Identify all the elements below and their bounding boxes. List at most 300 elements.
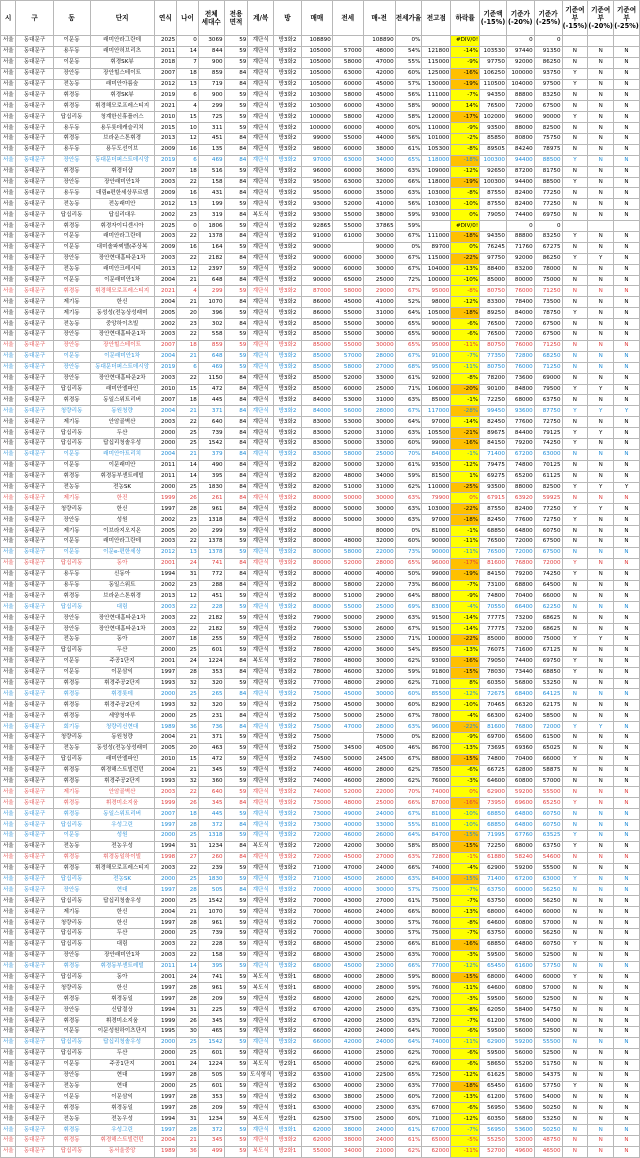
table-cell[interactable]: 67500	[534, 330, 562, 341]
table-cell[interactable]: 방3화2	[274, 918, 302, 929]
table-cell[interactable]: N	[614, 515, 640, 526]
table-cell[interactable]: 2000	[154, 1037, 177, 1048]
table-cell[interactable]: 34000	[363, 155, 395, 166]
table-cell[interactable]: 76800	[506, 722, 534, 733]
table-cell[interactable]: 1999	[154, 1016, 177, 1027]
table-cell[interactable]: 0%	[451, 787, 480, 798]
table-cell[interactable]: N	[614, 46, 640, 57]
table-cell[interactable]: 59	[224, 1027, 248, 1038]
table-cell[interactable]: 장안동	[53, 1005, 90, 1016]
table-cell[interactable]: 60750	[534, 809, 562, 820]
table-cell[interactable]: 38000	[332, 1092, 363, 1103]
table-cell[interactable]: Y	[588, 634, 614, 645]
table-cell[interactable]: 62%	[395, 1059, 422, 1070]
table-cell[interactable]: N	[588, 493, 614, 504]
table-cell[interactable]: 74800	[480, 591, 507, 602]
table-cell[interactable]: 59	[224, 733, 248, 744]
table-cell[interactable]: 58500	[534, 711, 562, 722]
table-cell[interactable]: N	[614, 852, 640, 863]
table-cell[interactable]: -8%	[451, 1005, 480, 1016]
table-cell[interactable]: 장안동	[53, 253, 90, 264]
table-cell[interactable]: 70000	[422, 950, 451, 961]
table-cell[interactable]: 84	[224, 144, 248, 155]
table-cell[interactable]: 동대문구	[16, 210, 53, 221]
table-cell[interactable]: 휘경해스트빌런던	[90, 765, 154, 776]
table-cell[interactable]: N	[614, 907, 640, 918]
table-cell[interactable]: 안암골벽산	[90, 787, 154, 798]
table-cell[interactable]: N	[588, 569, 614, 580]
table-cell[interactable]: 1998	[154, 852, 177, 863]
table-cell[interactable]: 계단식	[248, 645, 274, 656]
table-cell[interactable]: 59	[224, 1070, 248, 1081]
table-cell[interactable]: 25000	[363, 1114, 395, 1125]
table-cell[interactable]: 답십리청솔우성	[90, 438, 154, 449]
table-cell[interactable]: 84	[224, 667, 248, 678]
table-cell[interactable]: 60%	[395, 689, 422, 700]
table-cell[interactable]: 85000	[422, 841, 451, 852]
table-cell[interactable]: 52000	[332, 558, 363, 569]
table-cell[interactable]: -10%	[451, 700, 480, 711]
table-cell[interactable]: 동아	[90, 634, 154, 645]
table-cell[interactable]: 2005	[154, 526, 177, 537]
table-cell[interactable]: 방3화2	[274, 591, 302, 602]
table-cell[interactable]: 78000	[534, 264, 562, 275]
table-cell[interactable]: N	[614, 526, 640, 537]
table-row[interactable]	[1, 1027, 640, 1038]
table-cell[interactable]: 휘경동	[53, 591, 90, 602]
table-cell[interactable]: 54750	[534, 1005, 562, 1016]
table-cell[interactable]: 서울	[1, 526, 16, 537]
table-cell[interactable]: 59	[224, 994, 248, 1005]
table-cell[interactable]: 58875	[534, 765, 562, 776]
table-cell[interactable]: 59%	[395, 667, 422, 678]
table-cell[interactable]: 63%	[395, 874, 422, 885]
table-cell[interactable]: 158	[198, 177, 224, 188]
table-cell[interactable]: 계단식	[248, 634, 274, 645]
table-cell[interactable]: 장안동	[53, 613, 90, 624]
table-cell[interactable]: 2011	[154, 46, 177, 57]
table-cell[interactable]: 59	[224, 765, 248, 776]
table-cell[interactable]: 방3화2	[274, 362, 302, 373]
table-cell[interactable]: N	[614, 155, 640, 166]
table-cell[interactable]: N	[588, 591, 614, 602]
table-cell[interactable]: 77000	[301, 678, 332, 689]
table-cell[interactable]: 2000	[154, 831, 177, 842]
table-cell[interactable]: N	[562, 460, 588, 471]
table-cell[interactable]: 휘경동	[53, 1135, 90, 1146]
table-cell[interactable]: 97000	[301, 155, 332, 166]
table-cell[interactable]: 동대문구	[16, 831, 53, 842]
table-cell[interactable]: Y	[562, 253, 588, 264]
table-cell[interactable]: 휘경동	[53, 961, 90, 972]
table-cell[interactable]: 83000	[301, 428, 332, 439]
table-cell[interactable]: Y	[562, 634, 588, 645]
table-cell[interactable]: -12%	[451, 460, 480, 471]
table-cell[interactable]: 74500	[301, 754, 332, 765]
table-cell[interactable]: 63%	[395, 1081, 422, 1092]
table-cell[interactable]: 21	[177, 765, 199, 776]
table-cell[interactable]: N	[588, 46, 614, 57]
table-cell[interactable]: 29000	[363, 591, 395, 602]
table-cell[interactable]: 601	[198, 1081, 224, 1092]
table-cell[interactable]: 동대문구	[16, 1092, 53, 1103]
table-cell[interactable]: 68000	[506, 841, 534, 852]
table-cell[interactable]: 63000	[534, 874, 562, 885]
table-cell[interactable]: 21	[177, 406, 199, 417]
table-cell[interactable]: -22%	[451, 634, 480, 645]
table-cell[interactable]: 83300	[480, 297, 507, 308]
table-cell[interactable]: 청계한신휴플러스	[90, 112, 154, 123]
table-cell[interactable]: 계단식	[248, 68, 274, 79]
column-header[interactable]: 하락률	[451, 1, 480, 36]
table-cell[interactable]: 76500	[480, 330, 507, 341]
table-cell[interactable]: 18	[177, 395, 199, 406]
table-cell[interactable]	[332, 36, 363, 47]
table-cell[interactable]: 209	[198, 994, 224, 1005]
table-cell[interactable]: 동대문구	[16, 253, 53, 264]
table-cell[interactable]: N	[588, 1114, 614, 1125]
table-cell[interactable]: 59	[224, 950, 248, 961]
table-cell[interactable]: 서울	[1, 722, 16, 733]
table-cell[interactable]: 63000	[332, 68, 363, 79]
table-cell[interactable]: 60000	[332, 79, 363, 90]
table-cell[interactable]: 서울	[1, 1070, 16, 1081]
table-cell[interactable]: N	[614, 547, 640, 558]
table-cell[interactable]: 서울	[1, 319, 16, 330]
table-cell[interactable]: 60000	[332, 188, 363, 199]
table-cell[interactable]: 동대문구	[16, 308, 53, 319]
table-cell[interactable]: 동대문구	[16, 428, 53, 439]
table-cell[interactable]: 성원	[90, 515, 154, 526]
table-cell[interactable]: 74000	[422, 787, 451, 798]
table-cell[interactable]: 16	[177, 144, 199, 155]
table-cell[interactable]: 계단식	[248, 242, 274, 253]
table-cell[interactable]: 59	[224, 591, 248, 602]
table-cell[interactable]: 47000	[332, 863, 363, 874]
table-cell[interactable]: 서울	[1, 700, 16, 711]
table-cell[interactable]: N	[614, 569, 640, 580]
table-cell[interactable]: 60000	[506, 929, 534, 940]
table-cell[interactable]: 동대문구	[16, 1037, 53, 1048]
table-cell[interactable]: -16%	[451, 939, 480, 950]
table-cell[interactable]: 22000	[363, 580, 395, 591]
table-cell[interactable]: 계단식	[248, 417, 274, 428]
table-cell[interactable]: 105000	[301, 46, 332, 57]
table-cell[interactable]: 휘경해모로프레스티지	[90, 286, 154, 297]
table-cell[interactable]: 2005	[154, 308, 177, 319]
table-cell[interactable]: 22	[177, 330, 199, 341]
table-cell[interactable]: -7%	[451, 580, 480, 591]
table-cell[interactable]: 85000	[301, 340, 332, 351]
table-cell[interactable]: 100000	[301, 123, 332, 134]
table-cell[interactable]: 84	[224, 504, 248, 515]
table-cell[interactable]: 59	[224, 101, 248, 112]
table-cell[interactable]: 서울	[1, 166, 16, 177]
table-cell[interactable]: N	[588, 57, 614, 68]
table-row[interactable]	[1, 994, 640, 1005]
table-cell[interactable]: 방2화1	[274, 1059, 302, 1070]
table-cell[interactable]: 제기동	[53, 526, 90, 537]
table-row[interactable]	[1, 1114, 640, 1125]
table-cell[interactable]: 동대문구	[16, 351, 53, 362]
table-cell[interactable]: N	[614, 950, 640, 961]
table-cell[interactable]: 52000	[506, 1135, 534, 1146]
table-cell[interactable]: 62%	[395, 482, 422, 493]
table-cell[interactable]: 86250	[534, 57, 562, 68]
table-cell[interactable]: 98000	[301, 144, 332, 155]
table-cell[interactable]: 방3화2	[274, 547, 302, 558]
table-cell[interactable]: 방3화2	[274, 852, 302, 863]
table-cell[interactable]: 답십리동	[53, 929, 90, 940]
table-cell[interactable]: 65%	[395, 330, 422, 341]
table-cell[interactable]: 한신	[90, 918, 154, 929]
table-cell[interactable]: 63%	[395, 395, 422, 406]
table-cell[interactable]: N	[588, 1146, 614, 1157]
table-cell[interactable]: 24000	[363, 863, 395, 874]
table-cell[interactable]: 22500	[363, 1070, 395, 1081]
table-cell[interactable]: 2000	[154, 711, 177, 722]
table-cell[interactable]: 서울	[1, 373, 16, 384]
table-cell[interactable]: 25000	[363, 711, 395, 722]
table-cell[interactable]: 499	[198, 1146, 224, 1157]
table-cell[interactable]: 130000	[422, 79, 451, 90]
table-cell[interactable]: 동대문구	[16, 101, 53, 112]
table-cell[interactable]: 59	[224, 351, 248, 362]
table-cell[interactable]: 74000	[301, 776, 332, 787]
table-cell[interactable]: 계단식	[248, 384, 274, 395]
table-cell[interactable]: 59200	[506, 863, 534, 874]
table-cell[interactable]: 방3화2	[274, 798, 302, 809]
table-cell[interactable]: 50000	[332, 504, 363, 515]
table-cell[interactable]: 방3화2	[274, 471, 302, 482]
table-cell[interactable]: 2003	[154, 253, 177, 264]
table-cell[interactable]: 이문동	[53, 536, 90, 547]
table-cell[interactable]: 복도식	[248, 1146, 274, 1157]
table-cell[interactable]: 78000	[301, 645, 332, 656]
table-cell[interactable]: 청량리동	[53, 733, 90, 744]
table-cell[interactable]: 66%	[395, 907, 422, 918]
table-cell[interactable]: N	[614, 384, 640, 395]
table-cell[interactable]: 57%	[395, 918, 422, 929]
table-cell[interactable]: 2007	[154, 68, 177, 79]
table-cell[interactable]: 2011	[154, 460, 177, 471]
table-cell[interactable]: -17%	[451, 558, 480, 569]
table-cell[interactable]: 86000	[301, 308, 332, 319]
table-cell[interactable]: 58000	[332, 90, 363, 101]
table-cell[interactable]: 56000	[506, 950, 534, 961]
table-cell[interactable]: 50250	[534, 1103, 562, 1114]
table-cell[interactable]: 74000	[422, 1037, 451, 1048]
table-cell[interactable]: 42000	[332, 841, 363, 852]
table-cell[interactable]: 전농동	[53, 199, 90, 210]
table-cell[interactable]: 68850	[480, 526, 507, 537]
table-cell[interactable]: 장안동	[53, 177, 90, 188]
table-cell[interactable]: 서울	[1, 918, 16, 929]
table-cell[interactable]: 58650	[480, 1059, 507, 1070]
table-cell[interactable]: 85000	[301, 319, 332, 330]
table-cell[interactable]: 전농동	[53, 264, 90, 275]
table-cell[interactable]: 25	[177, 1048, 199, 1059]
table-cell[interactable]: 55000	[332, 634, 363, 645]
table-cell[interactable]: 방3화2	[274, 711, 302, 722]
table-cell[interactable]: 60800	[506, 983, 534, 994]
table-cell[interactable]: 69275	[480, 471, 507, 482]
table-cell[interactable]: 79900	[422, 493, 451, 504]
table-cell[interactable]: 46000	[332, 907, 363, 918]
table-cell[interactable]: 77000	[422, 961, 451, 972]
table-cell[interactable]: 서울	[1, 264, 16, 275]
table-cell[interactable]: 50000	[332, 711, 363, 722]
table-cell[interactable]: 22	[177, 863, 199, 874]
table-cell[interactable]: 30000	[363, 253, 395, 264]
table-cell[interactable]: 계단식	[248, 297, 274, 308]
table-cell[interactable]: 108890	[363, 36, 395, 47]
table-cell[interactable]: 34500	[332, 743, 363, 754]
table-cell[interactable]: 동대문구	[16, 1114, 53, 1125]
table-cell[interactable]: 전농SK	[90, 874, 154, 885]
table-cell[interactable]: 주공1단지	[90, 1059, 154, 1070]
table-cell[interactable]: 63000	[332, 155, 363, 166]
table-cell[interactable]: 76075	[480, 645, 507, 656]
table-cell[interactable]: 372	[198, 1125, 224, 1136]
table-cell[interactable]: 용두동	[53, 46, 90, 57]
table-cell[interactable]: 63%	[395, 613, 422, 624]
table-row[interactable]	[1, 144, 640, 155]
table-cell[interactable]: 10	[177, 123, 199, 134]
table-cell[interactable]: 601	[198, 645, 224, 656]
table-cell[interactable]: 56000	[332, 406, 363, 417]
table-cell[interactable]: N	[614, 1005, 640, 1016]
table-cell[interactable]: 동원청량	[90, 733, 154, 744]
table-cell[interactable]: -16%	[451, 68, 480, 79]
table-cell[interactable]: 계단식	[248, 1005, 274, 1016]
table-cell[interactable]: 휘경미소지움	[90, 798, 154, 809]
table-cell[interactable]: 93000	[422, 210, 451, 221]
table-cell[interactable]: 서울	[1, 79, 16, 90]
table-cell[interactable]: 345	[198, 1016, 224, 1027]
table-cell[interactable]: 2002	[154, 515, 177, 526]
table-cell[interactable]: 63%	[395, 188, 422, 199]
table-cell[interactable]: N	[588, 449, 614, 460]
table-cell[interactable]: 59	[224, 1103, 248, 1114]
table-cell[interactable]: -3%	[451, 776, 480, 787]
table-row[interactable]	[1, 1092, 640, 1103]
table-cell[interactable]: 이문동	[53, 831, 90, 842]
table-cell[interactable]: 55200	[506, 1059, 534, 1070]
table-cell[interactable]: N	[614, 722, 640, 733]
table-cell[interactable]: 67915	[480, 493, 507, 504]
table-cell[interactable]: 82000	[301, 471, 332, 482]
table-cell[interactable]: 방3화2	[274, 286, 302, 297]
table-cell[interactable]: 한신	[90, 907, 154, 918]
table-cell[interactable]: 103530	[480, 46, 507, 57]
table-cell[interactable]: 1378	[198, 547, 224, 558]
table-cell[interactable]: 2002	[154, 319, 177, 330]
table-cell[interactable]: N	[614, 645, 640, 656]
table-cell[interactable]: 1997	[154, 820, 177, 831]
table-cell[interactable]: 휘경동	[53, 134, 90, 145]
table-cell[interactable]: 68850	[480, 939, 507, 950]
table-cell[interactable]: 40000	[332, 1059, 363, 1070]
table-cell[interactable]: 59	[224, 1135, 248, 1146]
table-cell[interactable]: 동대문구	[16, 526, 53, 537]
table-cell[interactable]: 105000	[301, 79, 332, 90]
table-cell[interactable]: 서울	[1, 972, 16, 983]
table-cell[interactable]: 69700	[480, 733, 507, 744]
table-cell[interactable]: 62050	[480, 1005, 507, 1016]
table-cell[interactable]: 래미안크레시티	[90, 264, 154, 275]
table-cell[interactable]: 22	[177, 417, 199, 428]
table-cell[interactable]: 전농동	[53, 634, 90, 645]
table-cell[interactable]: N	[614, 798, 640, 809]
table-cell[interactable]: N	[614, 68, 640, 79]
table-cell[interactable]: 71250	[534, 340, 562, 351]
table-cell[interactable]: 방3화2	[274, 319, 302, 330]
table-cell[interactable]: N	[588, 112, 614, 123]
table-cell[interactable]: 78400	[506, 297, 534, 308]
table-cell[interactable]: N	[614, 1027, 640, 1038]
table-row[interactable]	[1, 983, 640, 994]
table-cell[interactable]: -8%	[451, 286, 480, 297]
table-cell[interactable]: 1994	[154, 841, 177, 852]
table-cell[interactable]: Y	[588, 504, 614, 515]
table-row[interactable]	[1, 221, 640, 232]
table-cell[interactable]: 2013	[154, 134, 177, 145]
table-cell[interactable]: 84	[224, 134, 248, 145]
table-cell[interactable]: 휘경롯데	[90, 689, 154, 700]
table-cell[interactable]: 동대문구	[16, 319, 53, 330]
table-cell[interactable]: 서울	[1, 863, 16, 874]
table-cell[interactable]: 계단식	[248, 264, 274, 275]
table-cell[interactable]: N	[614, 972, 640, 983]
table-cell[interactable]: 84700	[422, 831, 451, 842]
table-cell[interactable]: 45000	[332, 939, 363, 950]
table-cell[interactable]: -13%	[451, 264, 480, 275]
table-cell[interactable]: 74800	[480, 754, 507, 765]
table-cell[interactable]: 이문동	[53, 1027, 90, 1038]
table-cell[interactable]: 59500	[480, 950, 507, 961]
table-cell[interactable]: 동대문구	[16, 68, 53, 79]
table-cell[interactable]: 46000	[332, 765, 363, 776]
table-cell[interactable]: 계단식	[248, 308, 274, 319]
table-cell[interactable]: 신동아	[90, 569, 154, 580]
table-cell[interactable]: -16%	[451, 656, 480, 667]
table-cell[interactable]: 동대문구	[16, 907, 53, 918]
table-cell[interactable]: 계단식	[248, 232, 274, 243]
table-cell[interactable]: 84	[224, 406, 248, 417]
table-cell[interactable]: 25	[177, 831, 199, 842]
table-cell[interactable]: 25	[177, 711, 199, 722]
table-cell[interactable]: 62900	[480, 787, 507, 798]
table-cell[interactable]: 2007	[154, 166, 177, 177]
table-cell[interactable]: 61600	[506, 1081, 534, 1092]
table-cell[interactable]: -9%	[451, 57, 480, 68]
table-cell[interactable]: 50000	[332, 493, 363, 504]
table-cell[interactable]: 73440	[506, 667, 534, 678]
table-cell[interactable]: 동대문구	[16, 90, 53, 101]
table-cell[interactable]: 세양청마루	[90, 711, 154, 722]
table-cell[interactable]: 505	[198, 885, 224, 896]
table-cell[interactable]: 89505	[480, 144, 507, 155]
table-cell[interactable]: 동대문구	[16, 232, 53, 243]
table-cell[interactable]: 이브라지오지온	[90, 526, 154, 537]
table-cell[interactable]: 29000	[363, 286, 395, 297]
table-cell[interactable]: 계단식	[248, 558, 274, 569]
table-row[interactable]	[1, 722, 640, 733]
table-cell[interactable]: 772	[198, 569, 224, 580]
table-cell[interactable]: 대림	[90, 939, 154, 950]
table-cell[interactable]: 55500	[534, 863, 562, 874]
